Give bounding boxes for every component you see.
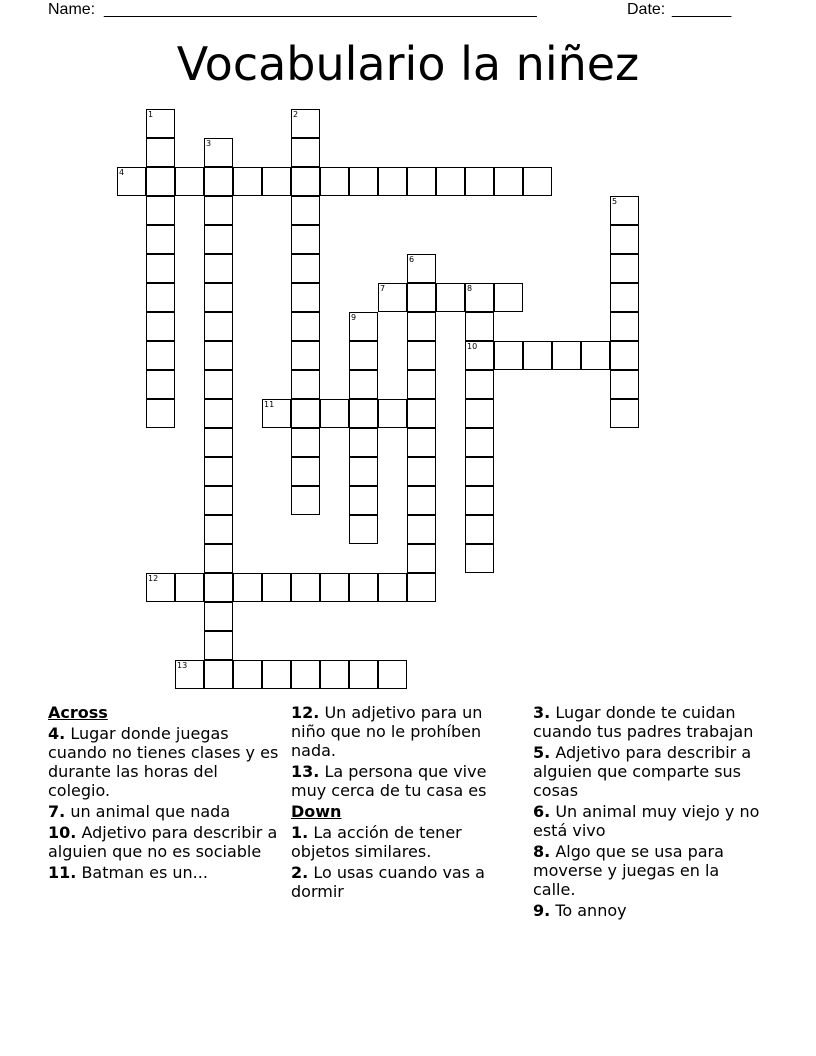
clue-number: 13 xyxy=(177,661,188,670)
clue-column-3 xyxy=(533,703,765,922)
clue-number: 6 xyxy=(409,255,415,264)
clue-down-2: 2. Lo usas cuando vas a dormir xyxy=(291,863,485,901)
date-label: Date: xyxy=(627,1,666,18)
clue-down-3: 3. Lugar donde te cuidan cuando tus padres trabajan xyxy=(533,703,754,741)
clue-number: 5 xyxy=(612,197,618,206)
down-heading: Down xyxy=(291,802,342,821)
clue-down-9: 9. To annoy xyxy=(533,901,627,920)
clue-across-4: 4. Lugar donde juegas cuando no tienes clases y es durante las horas del colegio. xyxy=(48,724,279,800)
clue-across-10: 10. Adjetivo para describir a alguien que no es sociable xyxy=(48,823,278,861)
clue-number: 3 xyxy=(206,139,212,148)
clue-down-5: 5. Adjetivo para describir a alguien que comparte sus cosas xyxy=(533,743,752,800)
clue-across-7: 7. un animal que nada xyxy=(48,802,231,821)
clue-down-8: 8. Algo que se usa para moverse y juegas en la calle. xyxy=(533,842,724,899)
clue-down-1: 1. La acción de tener objetos similares. xyxy=(291,823,462,861)
clue-down-6: 6. Un animal muy viejo y no está vivo xyxy=(533,802,760,840)
name-label: Name: xyxy=(48,1,96,18)
clue-column-2 xyxy=(291,703,513,903)
name-line: ______________________________________________________ xyxy=(104,1,536,18)
clue-number: 8 xyxy=(467,284,473,293)
clue-column-1 xyxy=(48,703,284,884)
clue-across-12: 12. Un adjetivo para un niño que no le prohíben nada. xyxy=(291,703,483,760)
page-title: Vocabulario la niñez xyxy=(176,37,640,91)
clue-number: 2 xyxy=(293,110,299,119)
clue-number: 10 xyxy=(467,342,478,351)
clue-number: 4 xyxy=(119,168,125,177)
clue-number: 7 xyxy=(380,284,386,293)
clue-across-11: 11. Batman es un... xyxy=(48,863,208,882)
clue-number: 11 xyxy=(264,400,275,409)
date-line: _______ xyxy=(672,1,731,18)
clue-across-13: 13. La persona que vive muy cerca de tu casa es xyxy=(291,762,487,800)
clue-number: 9 xyxy=(351,313,357,322)
across-heading: Across xyxy=(48,703,108,722)
clue-number: 1 xyxy=(148,110,154,119)
clue-number: 12 xyxy=(148,574,159,583)
